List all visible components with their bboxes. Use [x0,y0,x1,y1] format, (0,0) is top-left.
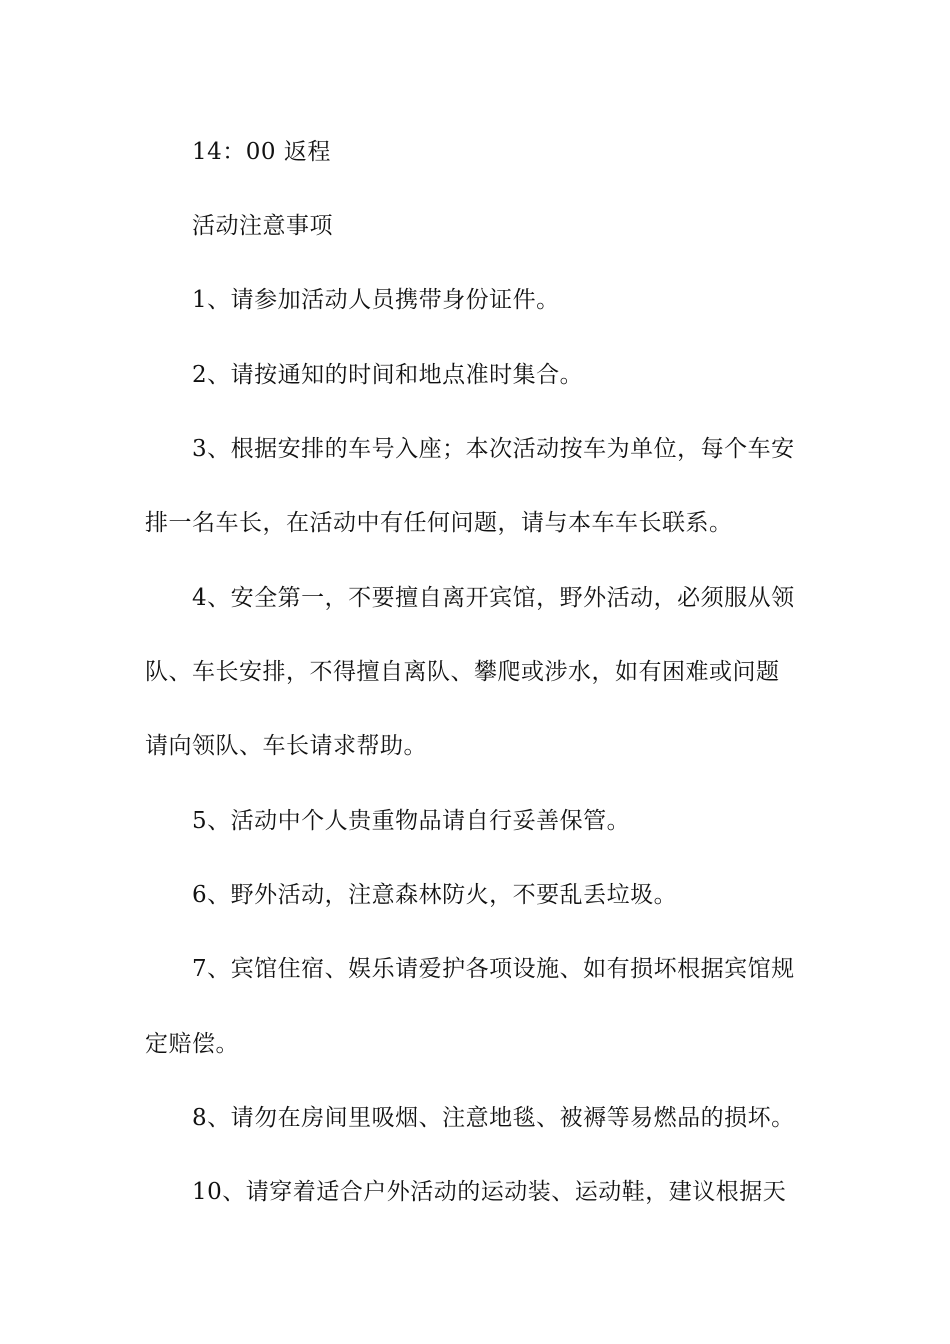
notice-item-4-line-2: 队、车长安排，不得擅自离队、攀爬或涉水，如有困难或问题 [145,659,780,685]
notice-item-3-line-2: 排一名车长，在活动中有任何问题，请与本车车长联系。 [145,510,733,536]
schedule-return-line: 14：00 返程 [192,139,331,165]
notice-item-5: 5、活动中个人贵重物品请自行妥善保管。 [192,808,631,834]
notice-item-7-line-1: 7、宾馆住宿、娱乐请爱护各项设施、如有损坏根据宾馆规 [192,956,795,982]
notice-item-3-line-1: 3、根据安排的车号入座；本次活动按车为单位，每个车安 [192,436,795,462]
notice-item-4-line-3: 请向领队、车长请求帮助。 [145,733,427,759]
notice-heading: 活动注意事项 [192,213,333,239]
notice-item-1: 1、请参加活动人员携带身份证件。 [192,287,560,313]
notice-item-8: 8、请勿在房间里吸烟、注意地毯、被褥等易燃品的损坏。 [192,1105,795,1131]
notice-item-6: 6、野外活动，注意森林防火，不要乱丢垃圾。 [192,882,678,908]
notice-item-2: 2、请按通知的时间和地点准时集合。 [192,362,584,388]
notice-item-4-line-1: 4、安全第一，不要擅自离开宾馆，野外活动，必须服从领 [192,585,795,611]
notice-item-10-line-1: 10、请穿着适合户外活动的运动装、运动鞋，建议根据天 [192,1179,787,1205]
notice-item-7-line-2: 定赔偿。 [145,1031,239,1057]
